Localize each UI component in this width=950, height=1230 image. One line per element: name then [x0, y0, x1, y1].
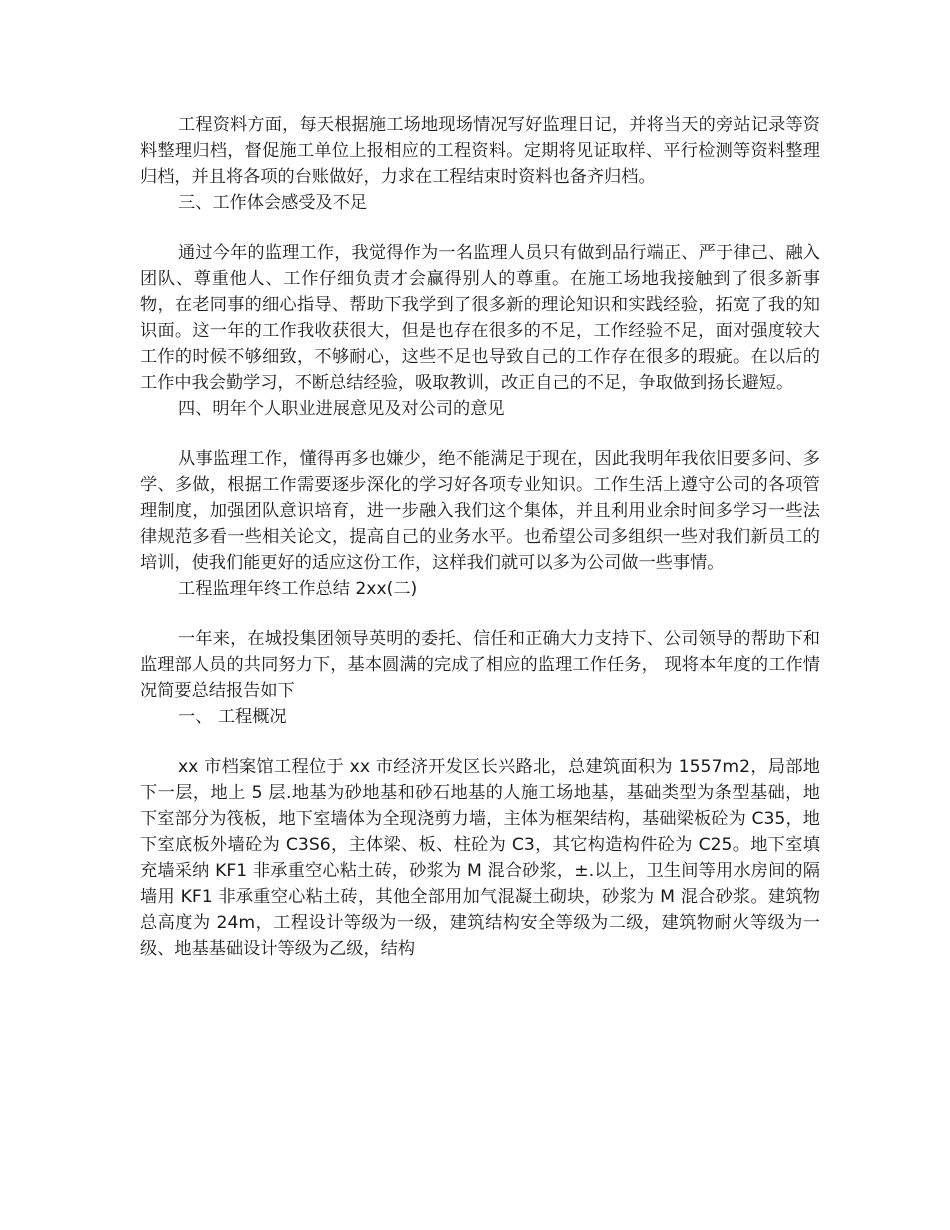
paragraph-summary-intro: 一年来，在城投集团领导英明的委托、信任和正确大力支持下、公司领导的帮助下和监理部人员的共同努力下，基本圆满的完成了相应的监理工作任务， 现将本年度的工作情况简要总结报告如下: [140, 629, 820, 701]
heading-next-year-plan: 四、明年个人职业进展意见及对公司的意见: [178, 399, 505, 419]
paragraph-work-experience: 通过今年的监理工作，我觉得作为一名监理人员只有做到品行端正、严于律己、融入团队、尊重他人、工作仔细负责才会赢得别人的尊重。在施工场地我接触到了很多新事物，在老同事的细心指导、帮助下我学到了很多新的理论知识和实践经验，拓宽了我的知识面。这一年的工作我收获很大，但是也存在很多的不足，工作经验不足，面对强度较大工作的时候不够细致，不够耐心，这些不足也导致自己的工作存在很多的瑕疵。在以后的工作中我会勤学习，不断总结经验，吸取教训，改正自己的不足，争取做到扬长避短。: [140, 243, 820, 393]
paragraph-engineering-records: 工程资料方面，每天根据施工场地现场情况写好监理日记，并将当天的旁站记录等资料整理归档，督促施工单位上报相应的工程资料。定期将见证取样、平行检测等资料整理归档，并且将各项的台账做好，力求在工程结束时资料也备齐归档。: [140, 115, 820, 187]
paragraph-project-overview: xx 市档案馆工程位于 xx 市经济开发区长兴路北，总建筑面积为 1557m2，局部地下一层，地上 5 层.地基为砂地基和砂石地基的人施工场地基，基础类型为条型基础，地下室部分为筏板，地下室墙体为全现浇剪力墙，主体为框架结构，基础梁板砼为 C35，地下室底板外墙砼为 C3S6，主体梁、板、柱砼为 C3，其它构造构件砼为 C25。地下室填充墙采纳 KF1 非承重空心粘土砖，砂浆为 M 混合砂浆，±.以上，卫生间等用水房间的隔墙用 KF1 非承重空心粘土砖，其他全部用加气混凝土砌块，砂浆为 M 混合砂浆。建筑物总高度为 24m，工程设计等级为一级，建筑结构安全等级为二级，建筑物耐火等级为一级、地基基础设计等级为乙级，结构: [140, 757, 820, 959]
paragraph-next-year-plan: 从事监理工作，懂得再多也嫌少，绝不能满足于现在，因此我明年我依旧要多问、多学、多做，根据工作需要逐步深化的学习好各项专业知识。工作生活上遵守公司的各项管理制度，加强团队意识培育，进一步融入我们这个集体，并且利用业余时间多学习一些法律规范多看一些相关论文，提高自己的业务水平。也希望公司多组织一些对我们新员工的培训，使我们能更好的适应这份工作，这样我们就可以多为公司做一些事情。: [140, 449, 820, 573]
heading-work-experience: 三、工作体会感受及不足: [178, 193, 368, 213]
heading-project-overview: 一、 工程概况: [178, 707, 287, 727]
heading-summary-two: 工程监理年终工作总结 2xx(二): [178, 579, 418, 599]
document-body: [140, 112, 820, 962]
